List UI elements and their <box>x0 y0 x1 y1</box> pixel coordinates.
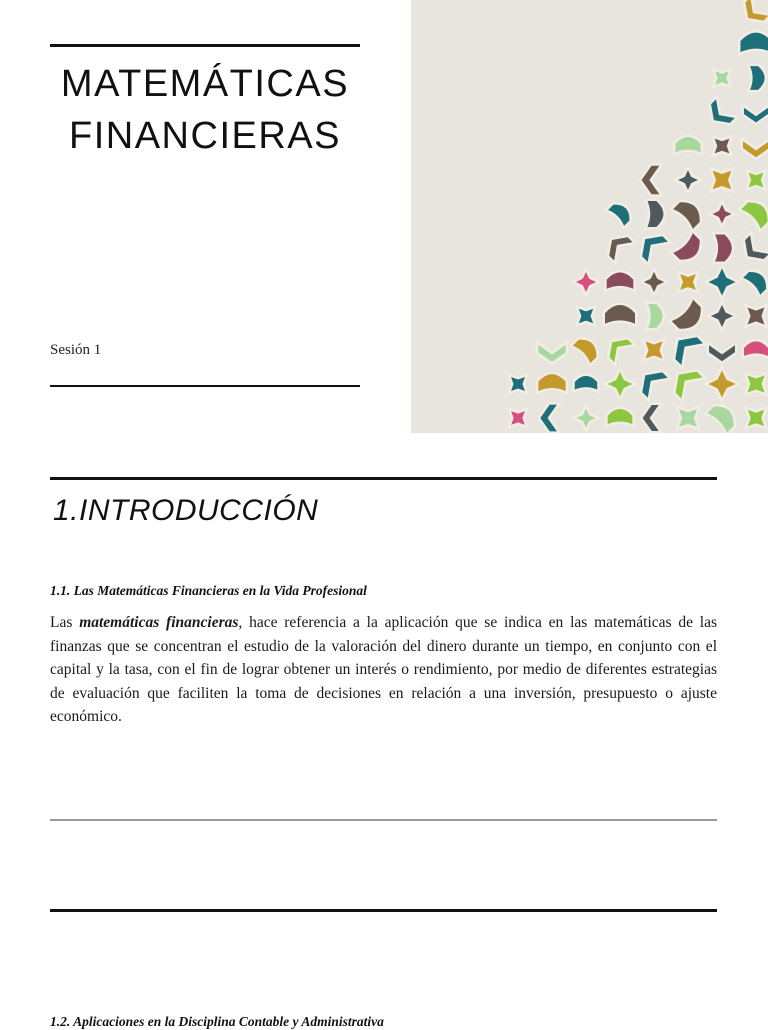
subsection-heading-2: 1.2. Aplicaciones en la Disciplina Contable y Administrativa <box>50 1014 384 1029</box>
document-title-line-1: MATEMÁTICAS <box>60 63 350 105</box>
paragraph-emphasis: matemáticas financieras <box>79 614 239 631</box>
paragraph-prefix: Las <box>50 614 80 631</box>
document-title <box>50 58 360 162</box>
section-top-rule <box>50 477 717 480</box>
cover-bottom-rule <box>50 385 360 387</box>
session-label: Sesión 1 <box>50 342 102 358</box>
section-divider-heavy <box>50 909 717 912</box>
paragraph-body: , hace referencia a la aplicación que se indica en las matemáticas de las finanzas que se concentran el estudio de la valoración del dinero durante un tiempo, en conjunto con el capital y la tasa, con el fin de lograr obtener un interés o rendimiento, por medio de diferentes estrategias de evaluación que faciliten la toma de decisiones en relación a una inversión, presupuesto o ajuste económico. <box>50 614 718 725</box>
decorative-mosaic-pattern-icon <box>411 0 768 433</box>
cover-top-rule <box>50 44 360 47</box>
document-title-line-2: FINANCIERAS <box>69 115 341 157</box>
section-heading: 1.INTRODUCCIÓN <box>53 494 319 527</box>
section-divider-light <box>50 819 717 821</box>
subsection-heading: 1.1. Las Matemáticas Financieras en la Vida Profesional <box>50 583 367 598</box>
intro-paragraph <box>50 611 717 729</box>
